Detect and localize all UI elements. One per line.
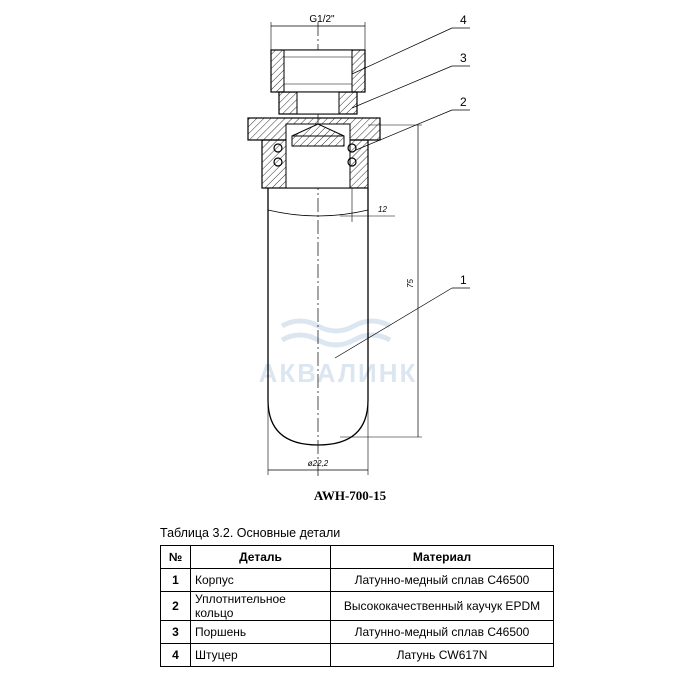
row-material: Высококачественный каучук EPDM <box>331 592 554 621</box>
fitting-part-4 <box>271 50 365 114</box>
row-num: 2 <box>161 592 191 621</box>
callout-1 <box>335 273 470 358</box>
header-num: № <box>161 546 191 569</box>
row-part: Уплотнительное кольцо <box>191 592 331 621</box>
row-material: Латунно-медный сплав C46500 <box>331 569 554 592</box>
table-row <box>161 621 554 644</box>
watermark <box>259 321 418 388</box>
table-row <box>161 592 554 621</box>
table-header-row <box>161 546 554 569</box>
model-title: AWH-700-15 <box>313 488 387 503</box>
row-part: Поршень <box>191 621 331 644</box>
callout-4 <box>352 13 470 74</box>
diameter-dimension <box>268 400 368 475</box>
thread-label: G1/2" <box>309 14 335 25</box>
body-section <box>248 118 380 188</box>
length-dimension-label: 75 <box>406 279 415 288</box>
parts-table <box>160 545 554 667</box>
callout-3 <box>352 51 470 108</box>
header-part: Деталь <box>191 546 331 569</box>
header-material: Материал <box>331 546 554 569</box>
row-material: Латунь CW617N <box>331 644 554 667</box>
row-material: Латунно-медный сплав C46500 <box>331 621 554 644</box>
table-row <box>161 644 554 667</box>
table-caption: Таблица 3.2. Основные детали <box>160 526 341 540</box>
callout-2-label: 2 <box>460 95 467 109</box>
row-num: 1 <box>161 569 191 592</box>
row-part: Штуцер <box>191 644 331 667</box>
row-num: 4 <box>161 644 191 667</box>
watermark-text: АКВАЛИНК <box>258 358 418 388</box>
row-num: 3 <box>161 621 191 644</box>
wall-dimension-label: 12 <box>378 205 387 214</box>
diameter-dimension-label: ø22,2 <box>307 459 329 468</box>
callout-1-label: 1 <box>460 273 467 287</box>
table-row <box>161 569 554 592</box>
row-part: Корпус <box>191 569 331 592</box>
callout-4-label: 4 <box>460 13 467 27</box>
callout-3-label: 3 <box>460 51 467 65</box>
